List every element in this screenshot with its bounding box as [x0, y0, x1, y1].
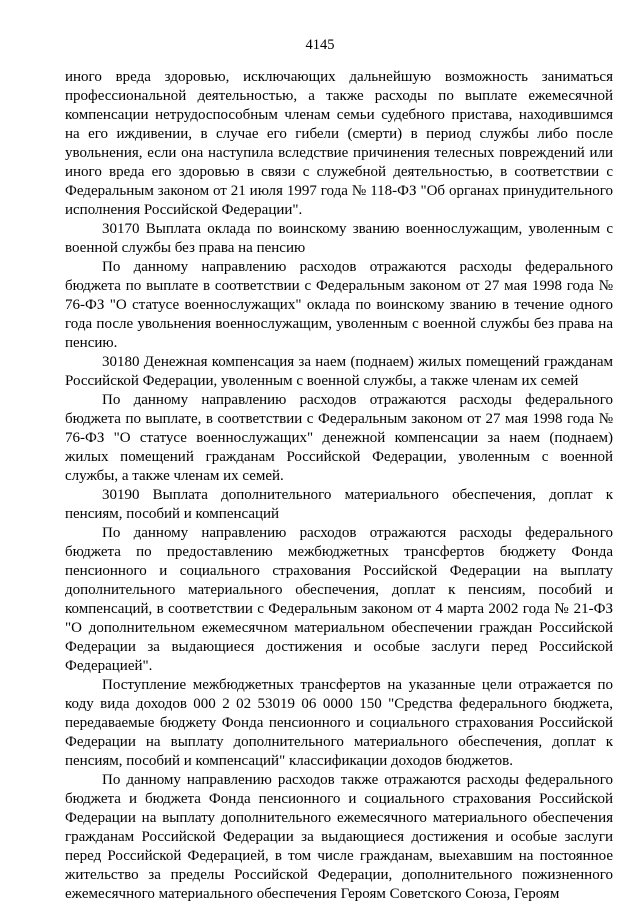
paragraph-5: По данному направлению расходов отражаются расходы федерального бюджета по выплате, в соответствии с Федеральным законом от 27 мая 1998 года № 76-ФЗ "О статусе военнослужащих" денежной компенсации за наем (поднаем) жилых помещений гражданам Российской Федерации, уволенным с военной службы, а также членам их семей.	[65, 392, 613, 484]
paragraph-4-heading-30180: 30180 Денежная компенсация за наем (поднаем) жилых помещений гражданам Российской Федерации, уволенным с военной службы, а также членам их семей	[65, 354, 613, 389]
paragraph-6-heading-30190: 30190 Выплата дополнительного материального обеспечения, доплат к пенсиям, пособий и компенсаций	[65, 487, 613, 522]
paragraph-1: иного вреда здоровью, исключающих дальнейшую возможность заниматься профессиональной деятельностью, а также расходы по выплате ежемесячной компенсации нетрудоспособным членам семьи судебного пристава, находившимся на его иждивении, в случае его гибели (смерти) в период службы либо после увольнения, если она наступила вследствие причинения телесных повреждений или иного вреда его здоровью в связи с служебной деятельностью, в соответствии с Федеральным законом от 21 июля 1997 года № 118-ФЗ "Об органах принудительного исполнения Российской Федерации".	[65, 69, 613, 218]
paragraph-8: Поступление межбюджетных трансфертов на указанные цели отражается по коду вида доходов 000 2 02 53019 06 0000 150 "Средства федерального бюджета, передаваемые бюджету Фонда пенсионного и социального страхования Российской Федерации на выплату дополнительного материального обеспечения, доплат к пенсиям, пособий и компенсаций" классификации доходов бюджетов.	[65, 677, 613, 769]
paragraph-7: По данному направлению расходов отражаются расходы федерального бюджета по предоставлению межбюджетных трансфертов бюджету Фонда пенсионного и социального страхования Российской Федерации на выплату дополнительного материального обеспечения, доплат к пенсиям, пособий и компенсаций, в соответствии с Федеральным законом от 4 марта 2002 года № 21-ФЗ "О дополнительном ежемесячном материальном обеспечении граждан Российской Федерации за выдающиеся достижения и особые заслуги перед Российской Федерацией".	[65, 525, 613, 674]
paragraph-3: По данному направлению расходов отражаются расходы федерального бюджета по выплате в соответствии с Федеральным законом от 27 мая 1998 года № 76-ФЗ "О статусе военнослужащих" оклада по воинскому званию в течение одного года после увольнения военнослужащим, уволенным с военной службы без права на пенсию.	[65, 259, 613, 351]
document-body	[65, 68, 613, 904]
paragraph-2-heading-30170: 30170 Выплата оклада по воинскому званию военнослужащим, уволенным с военной службы без права на пенсию	[65, 221, 613, 256]
page-number: 4145	[305, 37, 335, 53]
paragraph-9: По данному направлению расходов также отражаются расходы федерального бюджета и бюджета Фонда пенсионного и социального страхования Российской Федерации на выплату дополнительного ежемесячного материального обеспечения гражданам Российской Федерации за выдающиеся достижения и особые заслуги перед Российской Федерацией, в том числе гражданам, выехавшим на постоянное жительство за пределы Российской Федерации, дополнительного пожизненного ежемесячного материального обеспечения Героям Советского Союза, Героям	[65, 772, 613, 902]
